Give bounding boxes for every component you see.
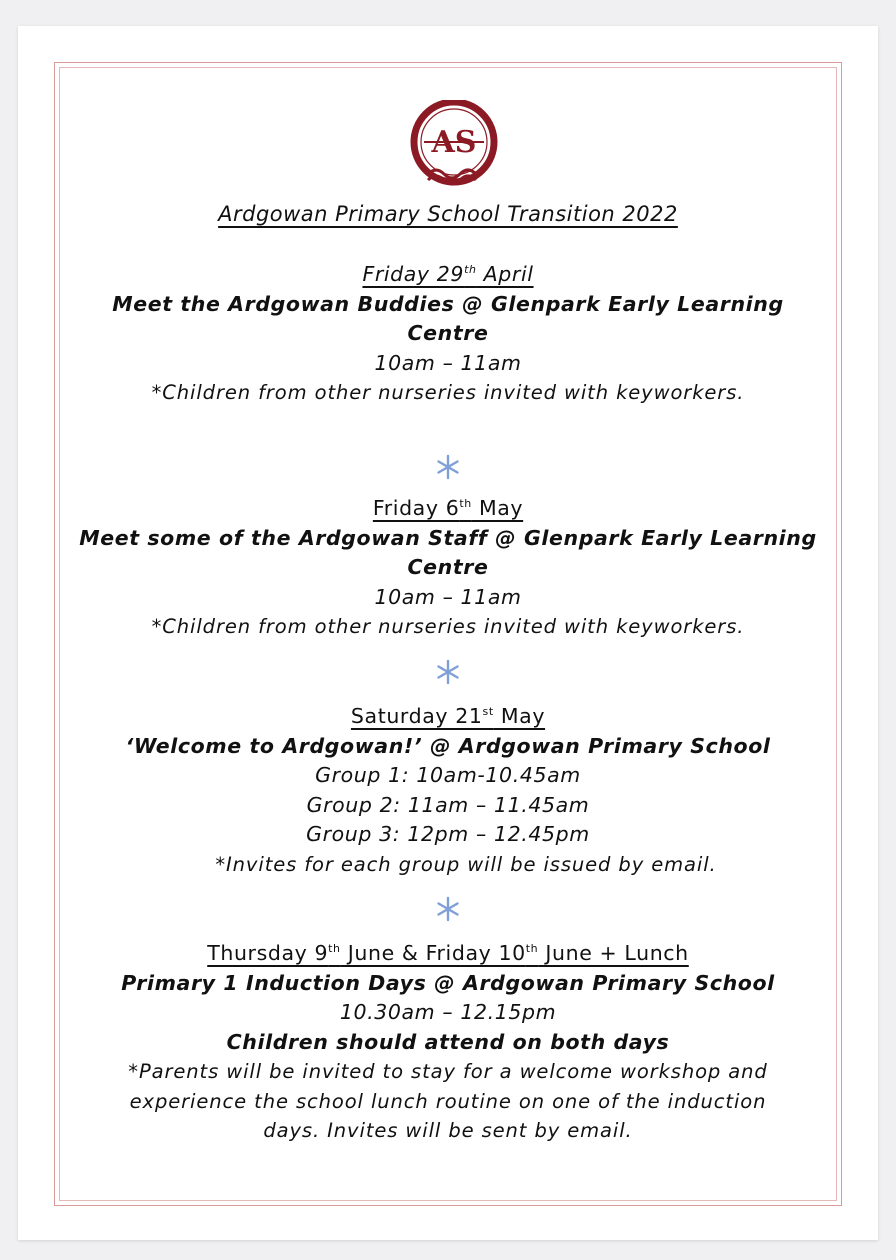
document-page bbox=[18, 26, 878, 1240]
page-title: Ardgowan Primary School Transition 2022 bbox=[218, 202, 678, 226]
event-time: 10.30am – 12.15pm bbox=[339, 1000, 557, 1024]
event-time: 10am – 11am bbox=[374, 584, 522, 609]
event-note: *Invites for each group will be issued by email. bbox=[215, 852, 717, 876]
event-note: *Parents will be invited to stay for a welcome workshop and experience the school lunch routine on one of the induction days. Invites will be sent by email. bbox=[128, 1060, 768, 1142]
asterisk-divider-icon bbox=[434, 895, 462, 923]
event-friday-6-may bbox=[58, 494, 838, 642]
event-date: Thursday 9th June & Friday 10th June + Lunch bbox=[207, 941, 689, 965]
event-title-cont: Centre bbox=[407, 555, 489, 579]
event-date: Saturday 21st May bbox=[350, 704, 546, 728]
event-induction-days bbox=[58, 939, 838, 1146]
event-title: Meet some of the Ardgowan Staff @ Glenpark Early Learning bbox=[79, 525, 817, 550]
event-title-cont: Centre bbox=[407, 321, 489, 345]
event-title: Meet the Ardgowan Buddies @ Glenpark Early Learning bbox=[112, 291, 784, 316]
event-title: ‘Welcome to Ardgowan!’ @ Ardgowan Primary School bbox=[125, 733, 771, 758]
group-time-1: Group 1: 10am-10.45am bbox=[315, 763, 581, 787]
event-title: Primary 1 Induction Days @ Ardgowan Primary School bbox=[121, 970, 775, 995]
event-date: Friday 6th May bbox=[372, 496, 524, 520]
group-time-3: Group 3: 12pm – 12.45pm bbox=[306, 822, 590, 846]
event-saturday-21-may bbox=[58, 702, 838, 879]
event-friday-29-april bbox=[58, 260, 838, 408]
document-content bbox=[58, 66, 838, 1202]
event-note: *Children from other nurseries invited with keyworkers. bbox=[151, 615, 745, 638]
asterisk-divider-icon bbox=[434, 453, 462, 481]
group-time-2: Group 2: 11am – 11.45am bbox=[306, 792, 590, 817]
event-date: Friday 29th April bbox=[362, 262, 534, 286]
event-time: 10am – 11am bbox=[374, 350, 522, 375]
event-note: *Children from other nurseries invited with keyworkers. bbox=[151, 381, 745, 404]
event-emphasis: Children should attend on both days bbox=[226, 1029, 670, 1054]
asterisk-divider-icon bbox=[434, 658, 462, 686]
school-crest-logo bbox=[406, 100, 502, 188]
crest-monogram: AS bbox=[431, 125, 477, 160]
